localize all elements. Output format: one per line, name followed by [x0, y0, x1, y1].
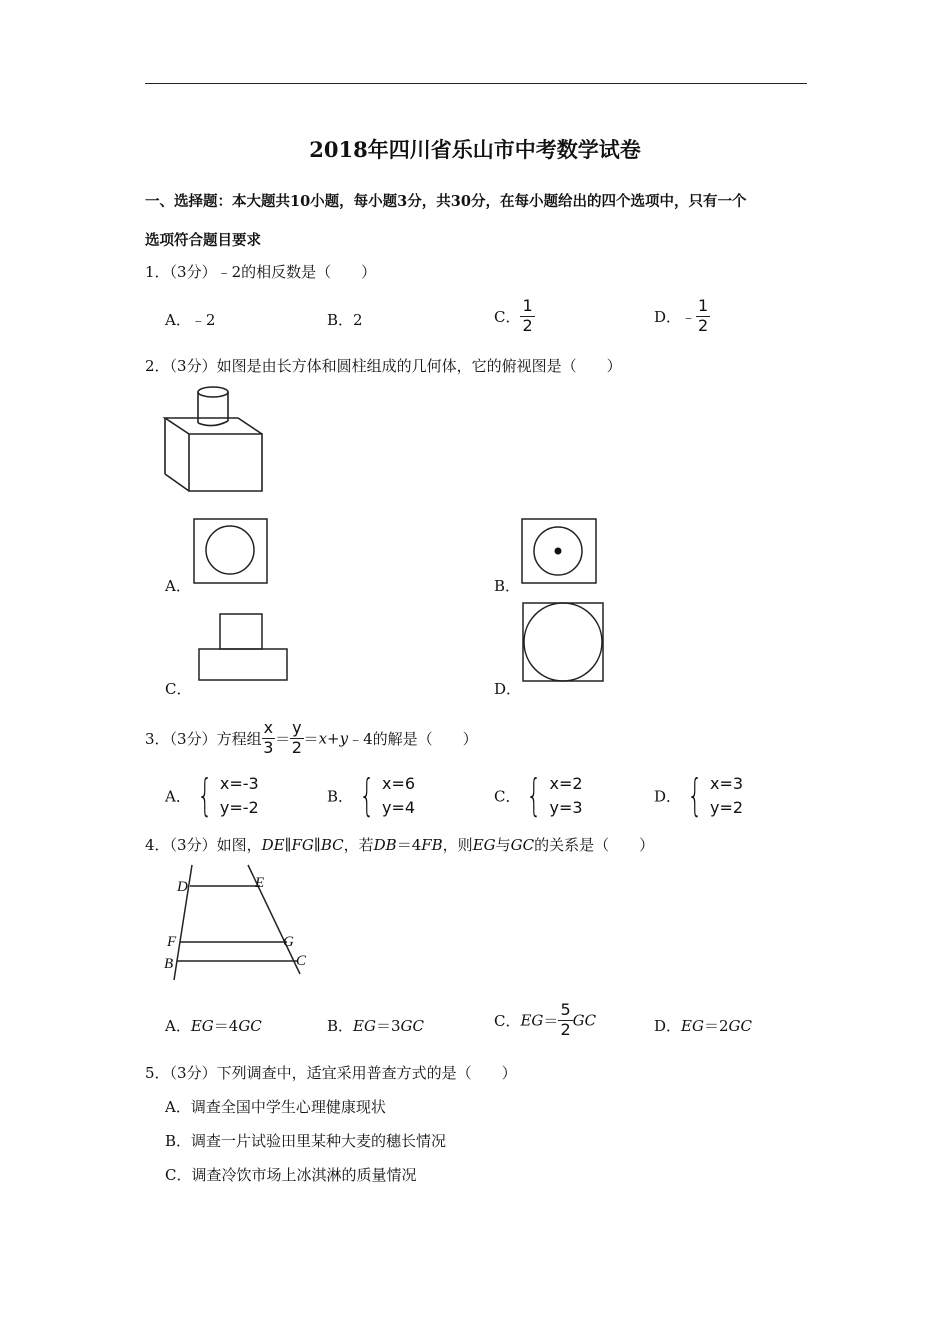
q4-option-b	[327, 1015, 424, 1036]
fraction-numerator: x	[263, 718, 274, 737]
q4-option-c-eg: EG	[520, 1011, 544, 1030]
system-line: y=-2	[219, 798, 259, 817]
q4-option-d-label: D．	[654, 1017, 682, 1035]
q3-equals-2: ＝	[303, 729, 319, 748]
brace-icon: {	[687, 770, 703, 821]
q4-option-a-gc: GC	[238, 1017, 262, 1035]
q4-option-d	[654, 1015, 752, 1036]
q4-eqn: ＝4	[396, 836, 422, 854]
brace-icon: {	[197, 770, 213, 821]
fraction-numerator: 5	[560, 1000, 571, 1019]
system-line: y=3	[549, 798, 583, 817]
q3-option-b-system	[353, 772, 415, 820]
system-line: x=2	[549, 774, 583, 793]
q4-option-a-eg: EG	[190, 1017, 214, 1035]
q3-fraction-x	[262, 720, 275, 757]
q4-fb: FB	[421, 836, 443, 854]
q3-vars: x+y	[318, 729, 349, 748]
q5-option-a: A．调查全国中学生心理健康现状	[165, 1098, 386, 1116]
q1-option-a: A．﹣2	[165, 311, 216, 329]
q4-option-d-gc: GC	[728, 1017, 752, 1035]
q4-prefix: 4．（3分）如图，	[145, 836, 262, 854]
q4-option-c	[494, 1002, 596, 1039]
fraction-denominator: 2	[291, 737, 302, 757]
system-line: y=2	[710, 798, 744, 817]
q2-option-c-label: C．	[165, 680, 192, 698]
q3-option-c-system	[520, 772, 582, 820]
system-line: x=6	[382, 774, 416, 793]
q4-option-b-label: B．	[327, 1017, 354, 1035]
fraction-denominator: 2	[560, 1019, 571, 1039]
fraction-denominator: 2	[522, 315, 533, 335]
q1-option-c	[494, 298, 535, 335]
q4-option-d-rel: ＝2	[703, 1017, 729, 1035]
fraction-numerator: y	[292, 718, 302, 737]
system-line: x=3	[710, 774, 744, 793]
q1-option-c-label: C．	[494, 307, 521, 326]
q2-option-a-figure	[193, 518, 268, 584]
q4-gc: GC	[510, 836, 535, 854]
brace-icon: {	[359, 770, 375, 821]
q4-option-a-label: A．	[165, 1017, 191, 1035]
question-1-stem: 1．（3分）﹣2的相反数是（ ）	[145, 263, 377, 281]
q1-option-d-label: D．	[654, 307, 682, 326]
page-title: 2018年四川省乐山市中考数学试卷	[309, 137, 641, 162]
q4-tail: 的关系是（ ）	[534, 836, 655, 854]
q2-option-b-label: B．	[494, 577, 521, 595]
point-label-g: G	[283, 934, 294, 950]
q4-option-d-eg: EG	[681, 1017, 704, 1035]
point-label-c: C	[296, 953, 307, 969]
header-rule	[145, 83, 807, 84]
q1-option-d-fraction	[696, 298, 710, 335]
question-5-stem: 5．（3分）下列调查中，适宜采用普查方式的是（ ）	[145, 1064, 517, 1082]
q2-option-d-figure	[522, 602, 604, 682]
q1-option-b: B．2	[327, 311, 363, 329]
q1-option-d	[654, 298, 710, 335]
q2-option-d-label: D．	[494, 680, 522, 698]
question-3-stem	[145, 720, 478, 757]
q4-option-c-gc: GC	[572, 1011, 597, 1030]
point-label-d: D	[177, 879, 188, 895]
point-label-f: F	[167, 934, 177, 950]
q3-option-a-system	[191, 772, 259, 820]
q3-option-d-system	[681, 772, 743, 820]
q4-parallel-condition: DE∥FG∥BC	[261, 836, 344, 854]
q3-option-b-label: B．	[327, 787, 354, 806]
q4-option-c-fraction	[558, 1002, 572, 1039]
q3-prefix: 3．（3分）方程组	[145, 729, 262, 748]
q5-option-b: B．调查一片试验田里某种大麦的穗长情况	[165, 1132, 447, 1150]
q3-option-c-label: C．	[494, 787, 521, 806]
brace-icon: {	[526, 770, 543, 821]
fraction-denominator: 3	[263, 737, 274, 757]
q3-option-b	[327, 772, 415, 820]
q4-trapezoid-figure	[160, 862, 320, 984]
fraction-numerator: 1	[698, 296, 709, 315]
question-2-stem: 2．（3分）如图是由长方体和圆柱组成的几何体，它的俯视图是（ ）	[145, 357, 622, 375]
system-line: y=4	[382, 798, 416, 817]
q2-solid-figure	[160, 385, 270, 495]
q4-option-c-rel: ＝	[543, 1011, 559, 1030]
q3-option-a-label: A．	[165, 787, 191, 806]
q4-yu: 与	[495, 836, 511, 854]
q2-option-c-figure	[197, 612, 289, 682]
q4-option-c-label: C．	[494, 1011, 521, 1030]
point-label-e: E	[255, 875, 265, 891]
q3-fraction-y	[290, 720, 303, 757]
q4-option-b-eg: EG	[353, 1017, 376, 1035]
q3-option-a	[165, 772, 259, 820]
q3-option-d	[654, 772, 743, 820]
q4-mid: ，若	[343, 836, 374, 854]
fraction-numerator: 1	[522, 296, 533, 315]
point-label-b: B	[164, 956, 174, 972]
q4-db: DB	[373, 836, 397, 854]
q5-option-c: C．调查冷饮市场上冰淇淋的质量情况	[165, 1166, 417, 1184]
q2-option-b-figure	[521, 518, 597, 584]
section-heading-line2: 选项符合题目要求	[145, 232, 261, 249]
system-line: x=-3	[219, 774, 259, 793]
q4-option-a	[165, 1015, 262, 1036]
fraction-denominator: 2	[698, 315, 709, 335]
q1-option-c-fraction	[520, 298, 534, 335]
q4-option-b-gc: GC	[400, 1017, 424, 1035]
q3-option-c	[494, 772, 583, 820]
q4-eg: EG	[472, 836, 496, 854]
q3-equals-1: ＝	[275, 729, 291, 748]
section-heading-line1: 一、选择题：本大题共10小题，每小题3分，共30分，在每小题给出的四个选项中，只有一个	[145, 193, 747, 210]
q4-option-b-rel: ＝3	[375, 1017, 401, 1035]
q4-mid2: ，则	[442, 836, 473, 854]
q4-option-a-rel: ＝4	[213, 1017, 239, 1035]
question-4-stem	[145, 834, 654, 855]
q3-tail: ﹣4的解是（ ）	[348, 729, 478, 748]
q1-option-d-sign: ﹣	[681, 307, 697, 326]
q2-option-a-label: A．	[165, 577, 191, 595]
q3-option-d-label: D．	[654, 787, 682, 806]
